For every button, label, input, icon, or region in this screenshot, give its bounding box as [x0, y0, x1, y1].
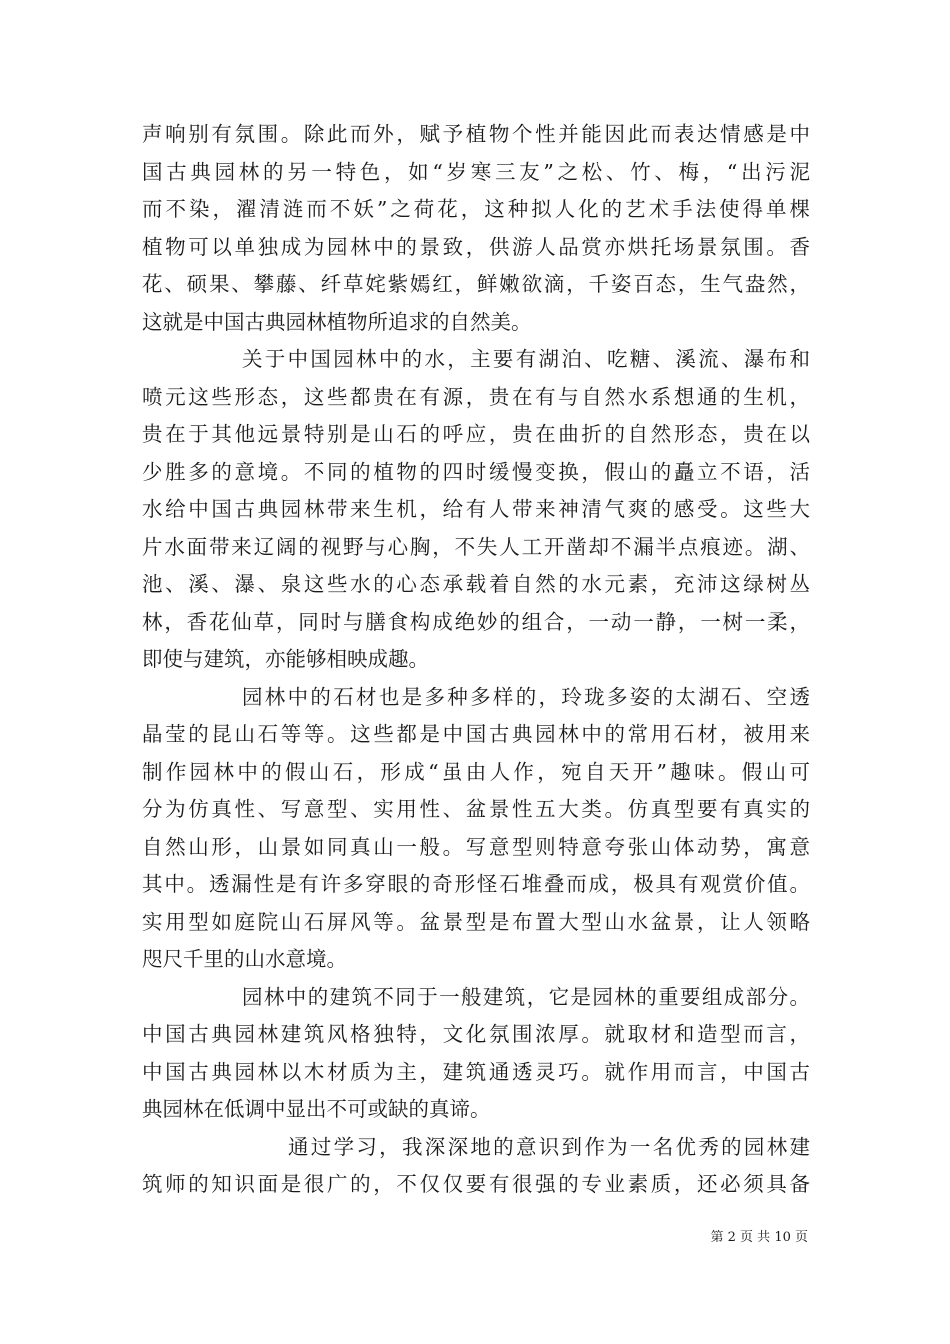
text-line: 通过学习，我深深地的意识到作为一名优秀的园林建 — [288, 1134, 810, 1159]
text-line: 晶莹的昆山石等等。这些都是中国古典园林中的常用石材，被用来 — [142, 722, 810, 746]
text-line: 这就是中国古典园林植物所追求的自然美。 — [142, 309, 532, 334]
paragraph-water — [142, 341, 810, 679]
text-line: 典园林在低调中显出不可或缺的真谛。 — [142, 1097, 491, 1121]
text-line: 花、硕果、攀藤、纤草姹紫嫣红，鲜嫩欲滴，千姿百态，生气盎然， — [142, 272, 810, 296]
text-line: 实用型如庭院山石屏风等。盆景型是布置大型山水盆景，让人领略 — [142, 909, 810, 934]
text-line: 而不染，濯清涟而不妖”之荷花，这种拟人化的艺术手法使得单棵 — [142, 197, 810, 221]
page-number: 第 2 页 共 10 页 — [710, 1230, 808, 1245]
text-line: 其中。透漏性是有许多穿眼的奇形怪石堆叠而成，极具有观赏价值。 — [142, 872, 810, 896]
text-line: 喷元这些形态，这些都贵在有源，贵在有与自然水系想通的生机， — [142, 384, 810, 409]
text-line: 林，香花仙草，同时与膳食构成绝妙的组合，一动一静，一树一柔， — [142, 609, 810, 634]
paragraph-plants — [142, 116, 810, 341]
text-line: 池、溪、瀑、泉这些水的心态承载着自然的水元素，充沛这绿树丛 — [142, 572, 810, 596]
text-line: 中国古典园林以木材质为主，建筑通透灵巧。就作用而言，中国古 — [142, 1059, 810, 1084]
text-line: 贵在于其他远景特别是山石的呼应，贵在曲折的自然形态，贵在以 — [142, 422, 810, 446]
text-line: 植物可以单独成为园林中的景致，供游人品赏亦烘托场景氛围。香 — [142, 234, 810, 259]
text-line: 水给中国古典园林带来生机，给有人带来神清气爽的感受。这些大 — [142, 497, 810, 521]
paragraph-architecture — [142, 979, 810, 1129]
text-line: 自然山形，山景如同真山一般。写意型则特意夸张山体动势，寓意 — [142, 834, 810, 859]
text-line: 关于中国园林中的水，主要有湖泊、吃糖、溪流、瀑布和 — [242, 347, 810, 371]
text-line: 园林中的建筑不同于一般建筑，它是园林的重要组成部分。 — [242, 984, 810, 1009]
text-line: 分为仿真性、写意型、实用性、盆景性五大类。仿真型要有真实的 — [142, 797, 810, 821]
text-line: 少胜多的意境。不同的植物的四时缓慢变换，假山的矗立不语，活 — [142, 459, 810, 484]
text-line: 咫尺千里的山水意境。 — [142, 947, 347, 971]
text-line: 片水面带来辽阔的视野与心胸，不失人工开凿却不漏半点痕迹。湖、 — [142, 534, 810, 559]
text-line: 声响别有氛围。除此而外，赋予植物个性并能因此而表达情感是中 — [142, 122, 810, 146]
text-line: 园林中的石材也是多种多样的，玲珑多姿的太湖石、空透 — [242, 684, 810, 709]
text-line: 筑师的知识面是很广的，不仅仅要有很强的专业素质，还必须具备 — [142, 1172, 810, 1196]
text-line: 中国古典园林建筑风格独特，文化氛围浓厚。就取材和造型而言， — [142, 1022, 810, 1046]
paragraph-stone — [142, 679, 810, 979]
text-line: 制作园林中的假山石，形成“虽由人作，宛自天开”趣味。假山可 — [142, 759, 810, 784]
text-line: 国古典园林的另一特色，如“岁寒三友”之松、竹、梅，“出污泥 — [142, 159, 810, 184]
paragraph-conclusion — [142, 1129, 810, 1204]
body-text — [142, 116, 810, 1204]
text-line: 即使与建筑，亦能够相映成趣。 — [142, 647, 429, 671]
